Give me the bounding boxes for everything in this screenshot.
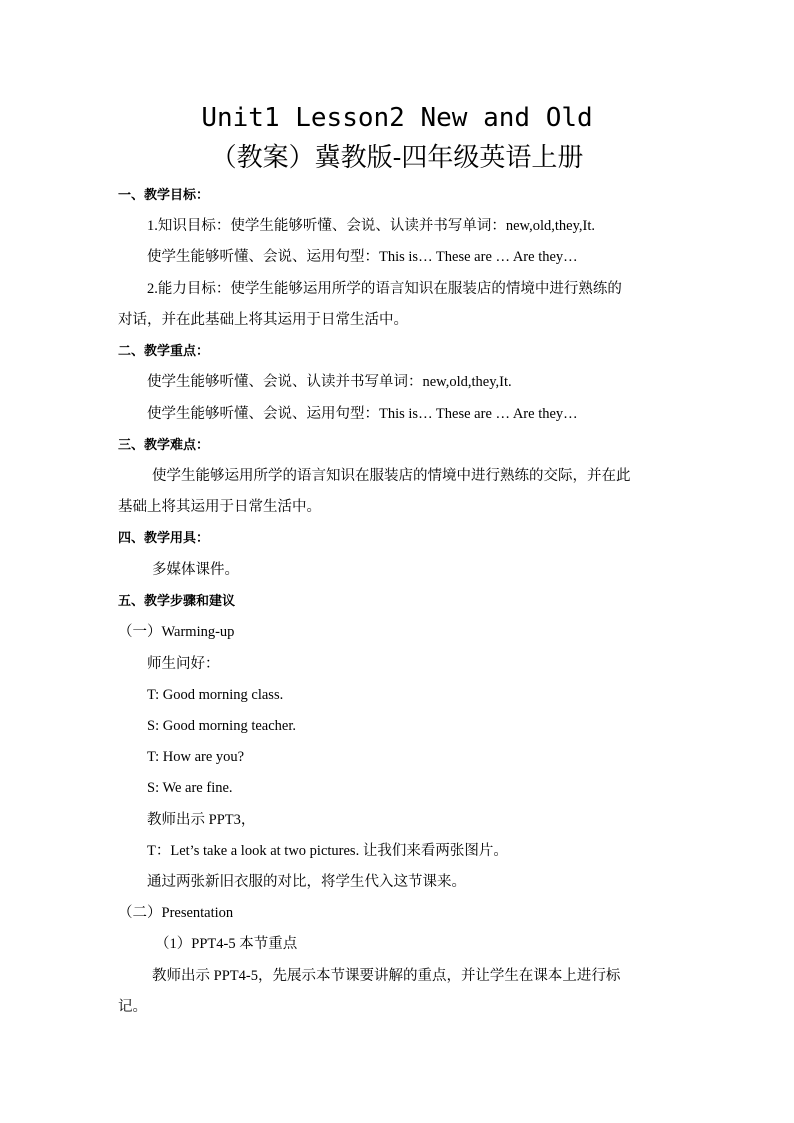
difficulty-line1: 使学生能够运用所学的语言知识在服装店的情境中进行熟练的交际，并在此 [152, 468, 631, 484]
step-greeting-label: 师生问好： [147, 656, 220, 672]
step-ppt3-note: 教师出示 PPT3， [147, 812, 256, 828]
presentation-text-line1: 教师出示 PPT4-5，先展示本节课要讲解的重点，并让学生在课本上进行标 [152, 968, 621, 984]
step-presentation-sub1: （1）PPT4-5 本节重点 [155, 936, 298, 952]
dialogue-line: T：Let’s take a look at two pictures. 让我们来看两张图片。 [147, 843, 508, 859]
objective-ability-line2: 对话，并在此基础上将其运用于日常生活中。 [118, 312, 408, 328]
step-warming-up-heading: （一）Warming-up [118, 624, 235, 640]
doc-title-line2: （教案）冀教版-四年级英语上册 [210, 143, 584, 173]
step-presentation-heading: （二）Presentation [118, 905, 234, 921]
dialogue-line: T: How are you? [147, 749, 245, 765]
objective-knowledge: 1.知识目标：使学生能够听懂、会说、认读并书写单词：new,old,they,It. [147, 218, 595, 234]
dialogue-line: S: Good morning teacher. [147, 718, 297, 734]
dialogue-line: S: We are fine. [147, 780, 233, 796]
objective-ability-line1: 2.能力目标：使学生能够运用所学的语言知识在服装店的情境中进行熟练的 [147, 281, 622, 297]
key-point-words: 使学生能够听懂、会说、认读并书写单词：new,old,they,It. [147, 374, 512, 390]
tools-text: 多媒体课件。 [152, 562, 239, 578]
section-heading-tools: 四、教学用具： [118, 531, 210, 546]
section-heading-objectives: 一、教学目标： [118, 188, 210, 203]
doc-title-line1: Unit1 Lesson2 New and Old [201, 103, 593, 133]
step-intro-note: 通过两张新旧衣服的对比，将学生代入这节课来。 [147, 874, 466, 890]
section-heading-steps: 五、教学步骤和建议 [118, 594, 236, 609]
objective-sentences: 使学生能够听懂、会说、运用句型：This is… These are … Are they… [147, 249, 578, 265]
key-point-sentences: 使学生能够听懂、会说、运用句型：This is… These are … Are they… [147, 406, 578, 422]
section-heading-key-points: 二、教学重点： [118, 344, 210, 359]
section-heading-difficulties: 三、教学难点： [118, 438, 210, 453]
presentation-text-line2: 记。 [118, 999, 147, 1015]
dialogue-line: T: Good morning class. [147, 687, 284, 703]
difficulty-line2: 基础上将其运用于日常生活中。 [118, 499, 321, 515]
